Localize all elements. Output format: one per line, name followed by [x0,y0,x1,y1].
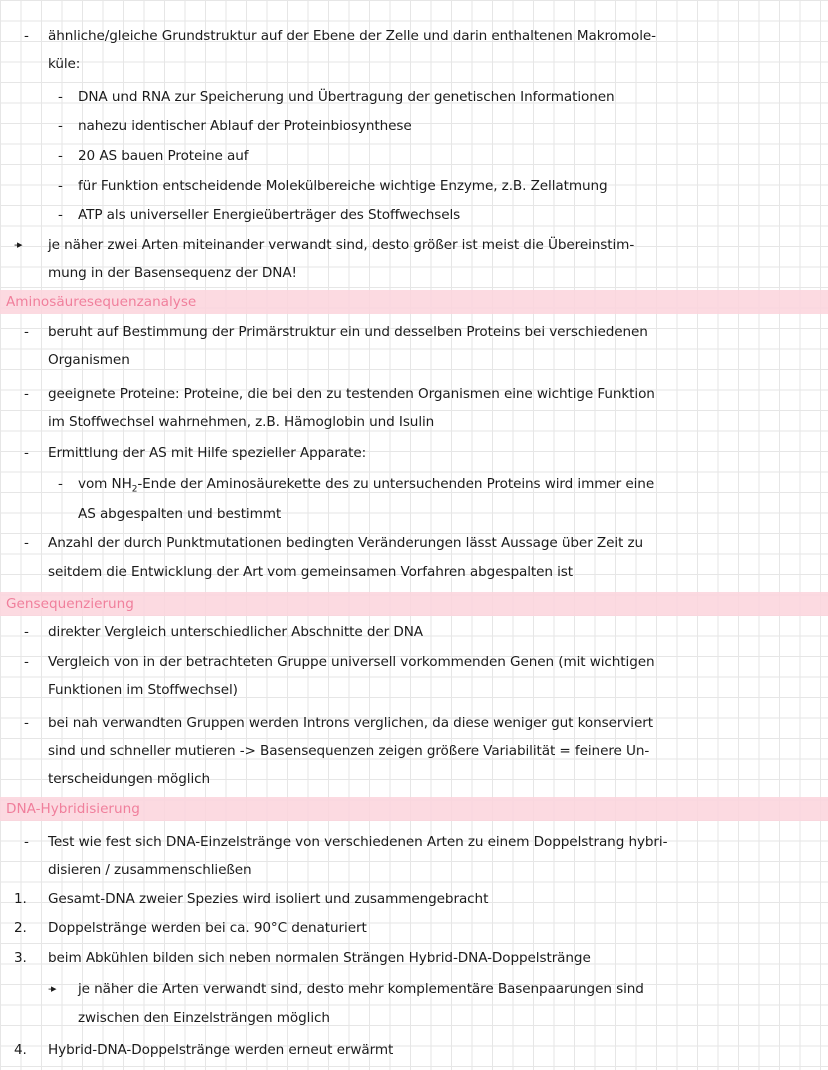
hybrid-bullet-cont: disieren / zusammenschließen [48,862,252,878]
intro-bullet-cont: küle: [48,56,81,72]
hybrid-step: 1. Gesamt-DNA zweier Spezies wird isoliert und zusammengebracht [14,891,489,907]
aminosaeure-bullet-cont: Organismen [48,352,130,368]
arrow-icon: -▸ [48,982,56,995]
aminosaeure-bullet: - Ermittlung der AS mit Hilfe spezieller Apparate: [24,445,367,461]
arrow-icon: -▸ [14,238,22,251]
hybrid-step: 4. Hybrid-DNA-Doppelstränge werden erneut erwärmt [14,1042,394,1058]
hybrid-step-arrow-cont: zwischen den Einzelsträngen möglich [78,1010,330,1026]
aminosaeure-bullet-cont: seitdem die Entwicklung der Art vom gemeinsamen Vorfahren abgespalten ist [48,564,574,580]
aminosaeure-bullet: - Anzahl der durch Punktmutationen bedingten Veränderungen lässt Aussage über Zeit zu [24,535,644,551]
hybrid-step: 2. Doppelstränge werden bei ca. 90°C denaturiert [14,920,367,936]
section-heading-hybrid: DNA-Hybridisierung [6,801,140,817]
gensequenz-bullet-cont: terscheidungen möglich [48,771,211,787]
intro-subpoint: - für Funktion entscheidende Molekülbereiche wichtige Enzyme, z.B. Zellatmung [58,178,608,194]
intro-subpoint: - ATP als universeller Energieüberträger des Stoffwechsels [58,207,461,223]
gensequenz-bullet: - bei nah verwandten Gruppen werden Introns verglichen, da diese weniger gut konserviert [24,715,653,731]
aminosaeure-subpoint: - vom $NH_2$-Ende der Aminosäurekette des zu untersuchenden Proteins wird immer eine [58,476,655,495]
gensequenz-bullet-cont: sind und schneller mutieren -> Basensequenzen zeigen größere Variabilität = feinere Un- [48,743,650,759]
intro-conclusion-cont: mung in der Basensequenz der DNA! [48,265,297,281]
gensequenz-bullet: - direkter Vergleich unterschiedlicher Abschnitte der DNA [24,624,423,640]
intro-subpoint: - nahezu identischer Ablauf der Proteinbiosynthese [58,118,412,134]
gensequenz-bullet: - Vergleich von in der betrachteten Gruppe universell vorkommenden Genen (mit wichtigen [24,654,655,670]
hybrid-step: 3. beim Abkühlen bilden sich neben normalen Strängen Hybrid-DNA-Doppelstränge [14,950,591,966]
aminosaeure-subpoint-cont: AS abgespalten und bestimmt [78,506,282,522]
section-heading-gensequenz: Gensequenzierung [6,596,134,612]
gensequenz-bullet-cont: Funktionen im Stoffwechsel) [48,682,238,698]
intro-subpoint: - DNA und RNA zur Speicherung und Übertragung der genetischen Informationen [58,89,615,105]
aminosaeure-bullet: - beruht auf Bestimmung der Primärstruktur ein und desselben Proteins bei verschiedenen [24,324,648,340]
hybrid-step-arrow: -▸ je näher die Arten verwandt sind, desto mehr komplementäre Basenpaarungen sind [0,976,828,1002]
section-heading-aminosaeure: Aminosäuresequenzanalyse [6,294,197,310]
aminosaeure-bullet-cont: im Stoffwechsel wahrnehmen, z.B. Hämoglobin und Isulin [48,414,435,430]
hybrid-bullet: - Test wie fest sich DNA-Einzelstränge von verschiedenen Arten zu einem Doppelstrang hybri- [24,834,668,850]
intro-bullet: - ähnliche/gleiche Grundstruktur auf der Ebene der Zelle und darin enthaltenen Makromole- [24,28,656,44]
intro-subpoint: - 20 AS bauen Proteine auf [58,148,249,164]
aminosaeure-bullet: - geeignete Proteine: Proteine, die bei den zu testenden Organismen eine wichtige Funktion [24,386,655,402]
intro-conclusion: -▸ je näher zwei Arten miteinander verwandt sind, desto größer ist meist die Übereinstim- [0,232,828,258]
